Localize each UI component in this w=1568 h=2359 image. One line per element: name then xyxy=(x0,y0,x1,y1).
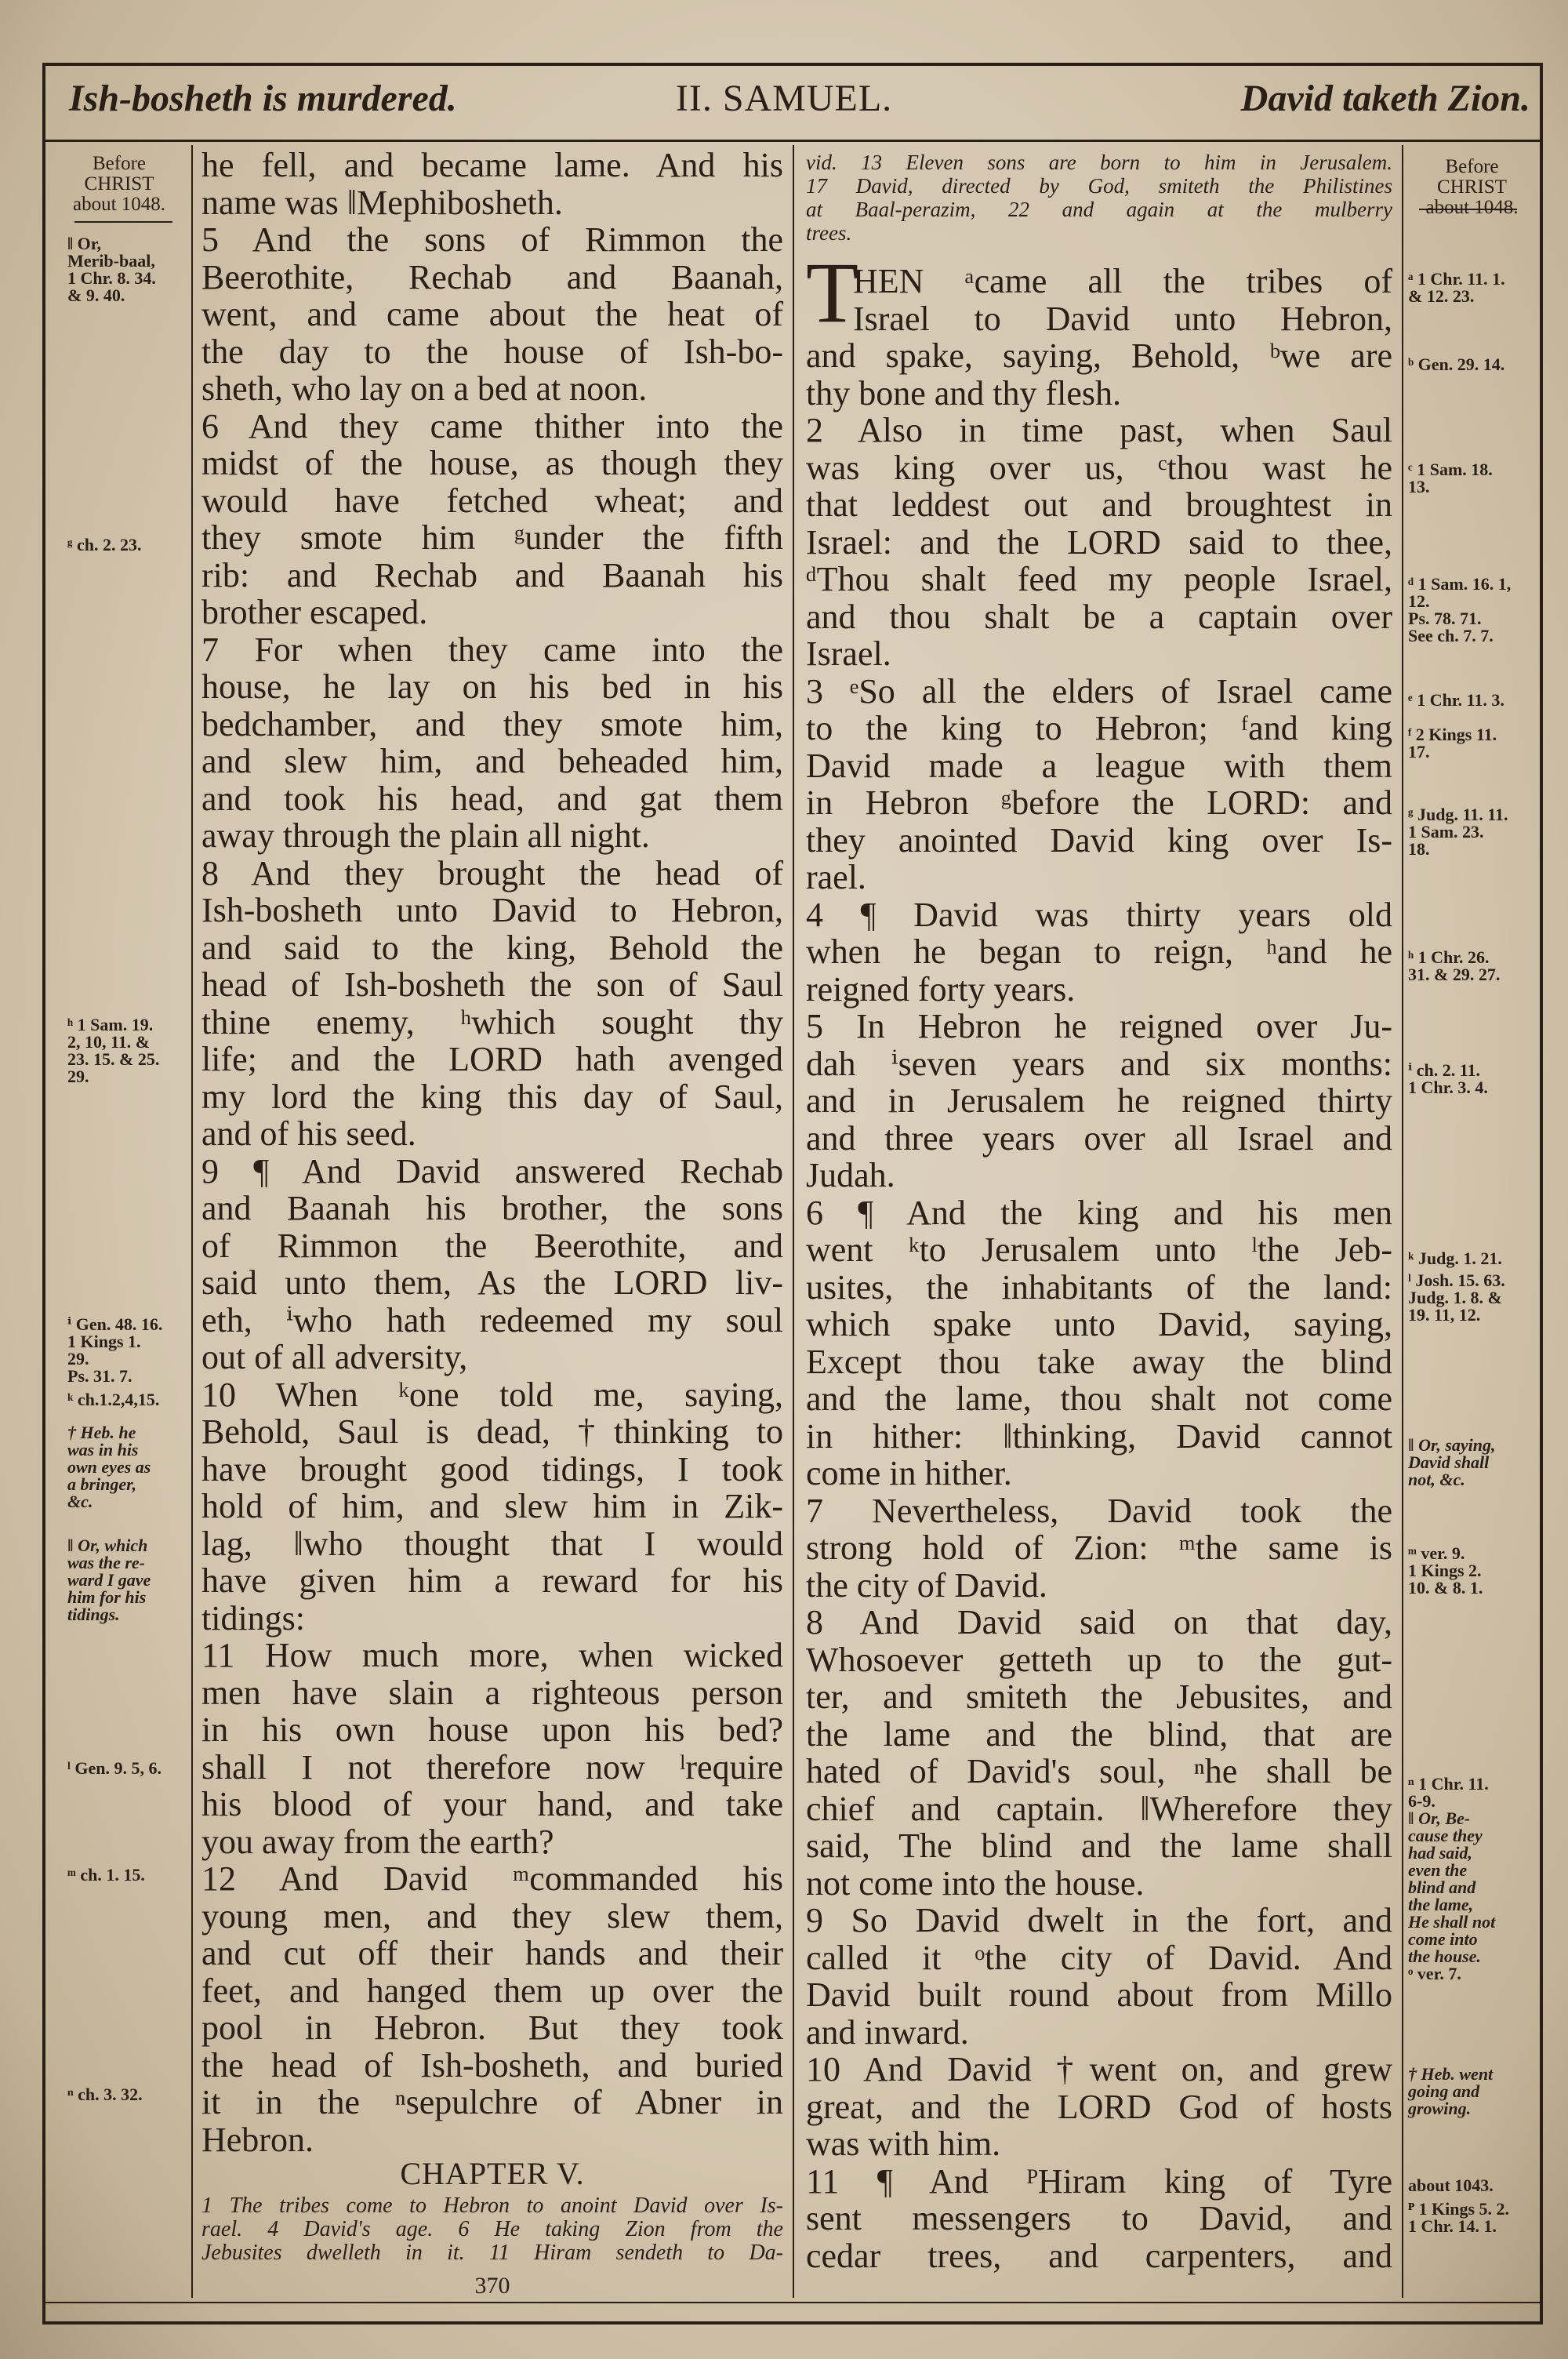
verse-line: hated of David's soul, ⁿhe shall be xyxy=(806,1752,1392,1790)
verse-line: his blood of your hand, and take xyxy=(201,1785,783,1823)
verse-line: was with him. xyxy=(806,2125,1001,2163)
margin-note: ᵐ ver. 9. 1 Kings 2. 10. & 8. 1. xyxy=(1408,1543,1483,1598)
margin-note: ᵏ Judg. 1. 21. xyxy=(1408,1249,1502,1268)
running-head-right: David taketh Zion. xyxy=(1240,78,1530,119)
verse-line: thine enemy, ʰwhich sought thy xyxy=(201,1002,783,1041)
running-head-book: II. SAMUEL. xyxy=(675,78,893,119)
verse-line: would have fetched wheat; and xyxy=(201,481,783,520)
drop-cap: T xyxy=(806,245,859,340)
summary-line: Jebusites dwelleth in it. 11 Hiram sendeth to Da- xyxy=(201,2241,783,2265)
verse-line: usites, the inhabitants of the land: xyxy=(806,1267,1392,1307)
verse-line: chief and captain. ‖Wherefore they xyxy=(806,1789,1392,1828)
verse-line: and thou shalt be a captain over xyxy=(806,597,1392,636)
verse-line: in his own house upon his bed? xyxy=(201,1710,783,1749)
verse-line: 9 ¶ And David answered Rechab xyxy=(201,1151,783,1190)
verse-line: young men, and they slew them, xyxy=(201,1896,783,1936)
verse-line: away through the plain all night. xyxy=(201,816,650,855)
verse-line: and Baanah his brother, the sons xyxy=(201,1189,783,1227)
verse-line: sheth, who lay on a bed at noon. xyxy=(201,369,648,408)
right-margin-rule xyxy=(1402,145,1403,2298)
verse-line: come in hither. xyxy=(806,1454,1012,1492)
verse-line: bedchamber, and they smote him, xyxy=(201,704,783,743)
summary-line: trees. xyxy=(806,221,852,245)
verse-line: Israel. xyxy=(806,634,891,673)
margin-note: ᶠ 2 Kings 11. 17. xyxy=(1408,725,1497,761)
verse-line: was king over us, ᶜthou wast he xyxy=(806,448,1392,487)
summary-line: at Baal-perazim, 22 and again at the mulberry xyxy=(806,198,1392,221)
margin-note: ᵏ ch.1.2,4,15. xyxy=(67,1390,160,1409)
verse-line: 9 So David dwelt in the fort, and xyxy=(806,1901,1392,1939)
verse-line: and took his head, and gat them xyxy=(201,779,783,818)
verse-line: Hebron. xyxy=(201,2120,314,2159)
margin-note: ᴾ 1 Kings 5. 2. 1 Chr. 14. 1. xyxy=(1408,2199,1510,2236)
verse-line: 5 In Hebron he reigned over Ju- xyxy=(806,1007,1392,1045)
verse-line: eth, ⁱwho hath redeemed my soul xyxy=(201,1300,783,1339)
verse-line: said unto them, As the LORD liv- xyxy=(201,1263,783,1302)
verse-line: you away from the earth? xyxy=(201,1822,554,1861)
verse-line: it in the ⁿsepulchre of Abner in xyxy=(201,2083,783,2121)
page-number: 370 xyxy=(474,2273,510,2299)
verse-line: they smote him ᵍunder the fifth xyxy=(201,518,783,557)
verse-line: Israel: and the LORD said to thee, xyxy=(806,522,1392,562)
verse-line: sent messengers to David, and xyxy=(806,2199,1392,2237)
verse-line: brother escaped. xyxy=(201,593,428,631)
running-head-left: Ish-bosheth is murdered. xyxy=(69,78,457,119)
margin-note: ᵈ 1 Sam. 16. 1, 12. Ps. 78. 71. See ch. 7. 7. xyxy=(1408,574,1512,645)
verse-line: 5 And the sons of Rimmon the xyxy=(201,220,783,259)
verse-line: Ish-bosheth unto David to Hebron, xyxy=(201,891,783,929)
verse-line: 6 ¶ And the king and his men xyxy=(806,1193,1392,1232)
verse-line: and inward. xyxy=(806,2012,969,2052)
verse-line: have brought good tidings, I took xyxy=(201,1449,783,1488)
verse-line: Israel to David unto Hebron, xyxy=(853,299,1392,338)
verse-line: 8 And they brought the head of xyxy=(201,853,783,892)
verse-line: and slew him, and beheaded him, xyxy=(201,742,783,780)
verse-line: 7 For when they came into the xyxy=(201,630,783,669)
summary-line: rael. 4 David's age. 6 He taking Zion from the xyxy=(201,2217,783,2241)
margin-note: ᵉ 1 Chr. 11. 3. xyxy=(1408,690,1504,710)
margin-note: ⁱ ch. 2. 11. 1 Chr. 3. 4. xyxy=(1408,1060,1488,1097)
verse-line: Except thou take away the blind xyxy=(806,1342,1392,1381)
verse-line: of Rimmon the Beerothite, and xyxy=(201,1226,783,1265)
verse-line: Behold, Saul is dead, †thinking to xyxy=(201,1412,783,1451)
verse-line: shall I not therefore now ˡrequire xyxy=(201,1747,783,1787)
margin-note: ᵇ Gen. 29. 14. xyxy=(1408,354,1505,374)
margin-note: ʰ 1 Sam. 19. 2, 10, 11. & 23. 15. & 25. 29. xyxy=(67,1015,160,1086)
margin-note: ⁱ Gen. 48. 16. 1 Kings 1. 29. Ps. 31. 7. xyxy=(67,1314,163,1386)
margin-note: ‖ Or, Merib-baal, 1 Chr. 8. 34. & 9. 40. xyxy=(67,234,156,305)
verse-line: reigned forty years. xyxy=(806,969,1076,1009)
verse-line: Judah. xyxy=(806,1156,895,1194)
verse-line: have given him a reward for his xyxy=(201,1561,783,1600)
verse-line: name was ‖Mephibosheth. xyxy=(201,183,563,222)
margin-note: ʰ 1 Chr. 26. 31. & 29. 27. xyxy=(1408,947,1501,984)
right-date-label: Before CHRIST about 1048. xyxy=(1425,156,1519,218)
verse-line: midst of the house, as though they xyxy=(201,444,783,482)
verse-line: 2 Also in time past, when Saul xyxy=(806,411,1392,449)
margin-note: ᵍ ch. 2. 23. xyxy=(67,535,142,554)
margin-note: ᶜ 1 Sam. 18. 13. xyxy=(1408,460,1493,496)
margin-note: ᵍ Judg. 11. 11. 1 Sam. 23. 18. xyxy=(1408,805,1508,859)
verse-line: went, and came about the heat of xyxy=(201,295,783,333)
verse-line: Beerothite, Rechab and Baanah, xyxy=(201,257,783,296)
verse-line: David built round about from Millo xyxy=(806,1976,1392,2014)
verse-line: the head of Ish-bosheth, and buried xyxy=(201,2045,783,2085)
right-text-column xyxy=(806,245,1392,2302)
verse-line: 11 ¶ And ᴾHiram king of Tyre xyxy=(806,2161,1392,2201)
verse-line: HEN ᵃcame all the tribes of xyxy=(853,262,1392,300)
verse-line: 10 When ᵏone told me, saying, xyxy=(201,1375,783,1414)
column-divider xyxy=(793,145,794,2298)
verse-line: and in Jerusalem he reigned thirty xyxy=(806,1081,1392,1120)
left-margin-rule xyxy=(191,145,193,2298)
margin-note: ᵒ ver. 7. xyxy=(1408,1964,1461,1983)
left-text-column xyxy=(201,147,783,2186)
verse-line: hold of him, and slew him in Zik- xyxy=(201,1487,783,1525)
margin-note: ‖ Or, which was the re- ward I gave him for his tidings. xyxy=(67,1536,151,1624)
verse-line: in hither: ‖thinking, David cannot xyxy=(806,1416,1392,1456)
verse-line: went ᵏto Jerusalem unto ˡthe Jeb- xyxy=(806,1230,1392,1269)
header-rule xyxy=(42,140,1543,142)
verse-line: rib: and Rechab and Baanah his xyxy=(201,555,783,594)
verse-line: men have slain a righteous person xyxy=(201,1673,783,1712)
footer-rule xyxy=(42,2302,1543,2303)
margin-note: † Heb. went going and growing. xyxy=(1408,2064,1494,2118)
verse-line: and the lame, thou shalt not come xyxy=(806,1379,1392,1418)
verse-line: 12 And David ᵐcommanded his xyxy=(201,1859,783,1898)
verse-line: to the king to Hebron; ᶠand king xyxy=(806,709,1392,747)
verse-line: the lame and the blind, that are xyxy=(806,1714,1392,1754)
verse-line: which spake unto David, saying, xyxy=(806,1305,1392,1343)
verse-line: thy bone and thy flesh. xyxy=(806,373,1122,413)
verse-line: rael. xyxy=(806,858,866,896)
verse-line: 4 ¶ David was thirty years old xyxy=(806,895,1392,934)
verse-line: 6 And they came thither into the xyxy=(201,406,783,445)
verse-line: and spake, saying, Behold, ᵇwe are xyxy=(806,336,1392,375)
verse-line: cedar trees, and carpenters, and xyxy=(806,2236,1392,2275)
verse-line: and cut off their hands and their xyxy=(201,1934,783,1972)
verse-line: and of his seed. xyxy=(201,1114,416,1153)
verse-line: the day to the house of Ish-bo- xyxy=(201,332,783,371)
verse-line: house, he lay on his bed in his xyxy=(201,667,783,706)
summary-line: 1 The tribes come to Hebron to anoint David over Is- xyxy=(201,2194,783,2218)
verse-line: feet, and hanged them up over the xyxy=(201,1971,783,2010)
verse-line: and said to the king, Behold the xyxy=(201,928,783,967)
verse-line: strong hold of Zion: ᵐthe same is xyxy=(806,1528,1392,1567)
verse-line: called it ᵒthe city of David. And xyxy=(806,1938,1392,1977)
left-date-label: Before CHRIST about 1048. xyxy=(72,153,166,215)
margin-note: ˡ Gen. 9. 5, 6. xyxy=(67,1758,162,1778)
margin-note: ‖ Or, Be- cause they had said, even the blind and the lame, He shall not come into the house. xyxy=(1408,1808,1496,1966)
verse-line: when he began to reign, ʰand he xyxy=(806,932,1392,971)
margin-note: ˡ Josh. 15. 63. Judg. 1. 8. & 19. 11, 12. xyxy=(1408,1270,1505,1325)
verse-line: he fell, and became lame. And his xyxy=(201,146,783,184)
chapter-heading: CHAPTER V. xyxy=(400,2156,585,2191)
margin-note: ⁿ ch. 3. 32. xyxy=(67,2085,143,2104)
verse-line: in Hebron ᵍbefore the LORD: and xyxy=(806,783,1392,822)
summary-line: 17 David, directed by God, smiteth the Philistines xyxy=(806,174,1392,198)
verse-line: 7 Nevertheless, David took the xyxy=(806,1491,1392,1530)
margin-note: about 1043. xyxy=(1408,2175,1494,2195)
verse-line: not come into the house. xyxy=(806,1863,1145,1903)
verse-line: great, and the LORD God of hosts xyxy=(806,2087,1392,2126)
verse-line: my lord the king this day of Saul, xyxy=(201,1077,783,1116)
summary-line: vid. 13 Eleven sons are born to him in Jerusalem. xyxy=(806,151,1392,174)
verse-line: ᵈThou shalt feed my people Israel, xyxy=(806,560,1392,598)
margin-note: ⁿ 1 Chr. 11. 6-9. xyxy=(1408,1774,1489,1811)
verse-line: head of Ish-bosheth the son of Saul xyxy=(201,965,783,1004)
verse-line: 3 ᵉSo all the elders of Israel came xyxy=(806,671,1392,711)
verse-line: and three years over all Israel and xyxy=(806,1118,1392,1158)
margin-note: ‖ Or, saying, David shall not, &c. xyxy=(1408,1435,1496,1489)
verse-line: ter, and smiteth the Jebusites, and xyxy=(806,1677,1392,1716)
verse-line: that leddest out and broughtest in xyxy=(806,485,1392,524)
verse-line: they anointed David king over Is- xyxy=(806,820,1392,860)
verse-line: 10 And David †went on, and grew xyxy=(806,2050,1392,2088)
verse-line: out of all adversity, xyxy=(201,1338,468,1376)
margin-note: ᵃ 1 Chr. 11. 1. & 12. 23. xyxy=(1408,269,1505,306)
verse-line: 11 How much more, when wicked xyxy=(201,1636,783,1674)
left-date-rule xyxy=(74,221,172,223)
verse-line: the city of David. xyxy=(806,1565,1047,1605)
verse-line: tidings: xyxy=(201,1598,306,1637)
verse-line: lag, ‖who thought that I would xyxy=(201,1524,783,1563)
verse-line: pool in Hebron. But they took xyxy=(201,2008,783,2047)
verse-line: said, The blind and the lame shall xyxy=(806,1826,1392,1865)
margin-note: ᵐ ch. 1. 15. xyxy=(67,1865,145,1885)
margin-note: † Heb. he was in his own eyes as a bringer, &c. xyxy=(67,1423,151,1511)
verse-line: dah ⁱseven years and six months: xyxy=(806,1044,1392,1083)
verse-line: life; and the LORD hath avenged xyxy=(201,1040,783,1078)
verse-line: 8 And David said on that day, xyxy=(806,1603,1392,1641)
verse-line: David made a league with them xyxy=(806,746,1392,785)
verse-line: Whosoever getteth up to the gut- xyxy=(806,1640,1392,1679)
